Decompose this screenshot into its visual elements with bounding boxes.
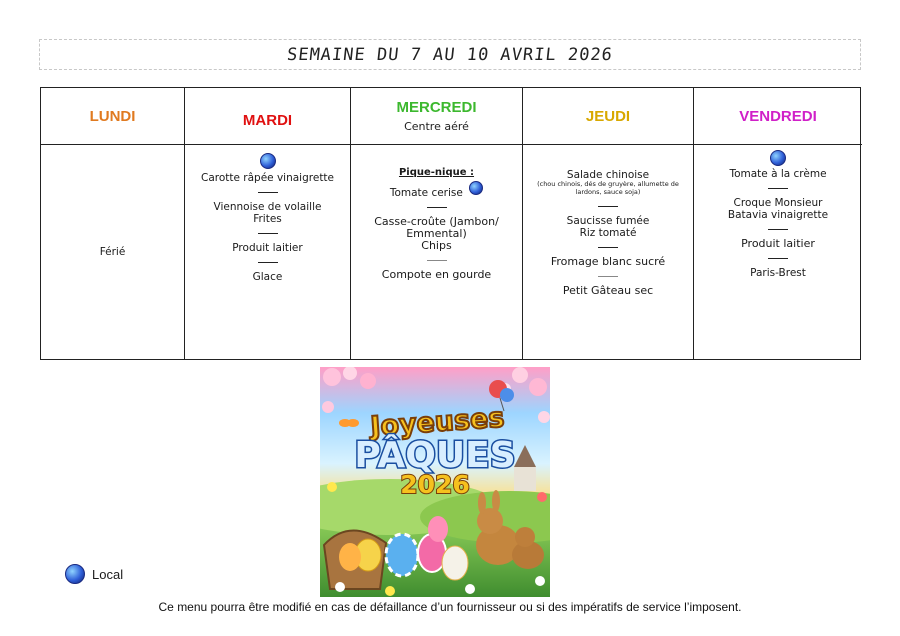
- dish-mercredi-1-row: [390, 187, 483, 199]
- local-badge-icon: [65, 564, 85, 584]
- menu-jeudi: [523, 145, 694, 359]
- header-lundi: [41, 88, 185, 145]
- separator: [427, 207, 447, 208]
- page-title: SEMAINE DU 7 AU 10 AVRIL 2026: [286, 44, 614, 65]
- dish-vendredi-2: Croque Monsieur Batavia vinaigrette: [727, 197, 829, 221]
- dish-mercredi-3: Compote en gourde: [381, 268, 492, 281]
- separator: [598, 247, 618, 248]
- header-vendredi: [694, 88, 862, 145]
- separator: [768, 258, 788, 259]
- legend: [65, 564, 123, 584]
- separator: [427, 260, 447, 261]
- menu-vendredi: [694, 145, 862, 359]
- dish-mardi-2: Viennoise de volaille Frites: [213, 201, 322, 225]
- church-icon: [514, 445, 536, 491]
- dish-vendredi-3: Produit laitier: [741, 237, 815, 250]
- day-name-lundi: LUNDI: [89, 107, 136, 125]
- local-badge-icon: [469, 181, 483, 195]
- separator: [768, 188, 788, 189]
- legend-label: Local: [92, 566, 124, 582]
- poster-line1: Joyeuses: [369, 402, 506, 443]
- dish-mardi-4: Glace: [252, 271, 283, 283]
- day-subtitle-mercredi: Centre aéré: [404, 120, 469, 133]
- day-name-jeudi: JEUDI: [585, 107, 631, 125]
- local-badge-icon: [260, 153, 276, 169]
- day-name-mardi: MARDI: [242, 111, 293, 129]
- easter-illustration: [320, 367, 550, 597]
- dish-mercredi-1: Tomate cerise: [389, 187, 463, 199]
- menu-mercredi: [351, 145, 523, 359]
- separator: [258, 262, 278, 263]
- menu-lundi: [41, 145, 185, 359]
- picnic-heading: Pique-nique :: [398, 167, 475, 178]
- day-name-mercredi: MERCREDI: [396, 99, 477, 116]
- header-mercredi: [351, 88, 523, 145]
- dish-mardi-3: Produit laitier: [232, 242, 303, 254]
- separator: [258, 233, 278, 234]
- title-box: [39, 39, 861, 70]
- butterfly-icon: [339, 419, 359, 427]
- dish-vendredi-4: Paris-Brest: [750, 267, 806, 279]
- header-mardi: [185, 88, 351, 145]
- dish-jeudi-1-detail: (chou chinois, dés de gruyère, allumette de lardons, sauce soja): [537, 180, 679, 196]
- menu-mardi: [185, 145, 351, 359]
- separator: [258, 192, 278, 193]
- dish-jeudi-1: Salade chinoise: [566, 169, 650, 181]
- day-name-vendredi: VENDREDI: [739, 107, 817, 125]
- poster-line3: 2026: [400, 470, 470, 499]
- dish-jeudi-4: Petit Gâteau sec: [562, 284, 654, 297]
- header-jeudi: [523, 88, 694, 145]
- dish-jeudi-2: Saucisse fumée Riz tomaté: [566, 215, 650, 239]
- dish-jeudi-3: Fromage blanc sucré: [550, 255, 666, 268]
- easter-poster: [320, 367, 550, 597]
- poster-line2: PÂQUES: [354, 435, 516, 476]
- menu-table: [40, 87, 861, 360]
- dish-mardi-1: Carotte râpée vinaigrette: [200, 172, 335, 184]
- footer-note: Ce menu pourra être modifié en cas de défaillance d’un fournisseur ou si des impératifs de service l’imposent.: [158, 600, 742, 614]
- dish-lundi-1: Férié: [99, 246, 126, 258]
- dish-vendredi-1: Tomate à la crème: [729, 168, 827, 180]
- separator: [768, 229, 788, 230]
- dish-mercredi-2: Casse-croûte (Jambon/ Emmental) Chips: [374, 215, 499, 252]
- separator: [598, 206, 618, 207]
- separator: [598, 276, 618, 277]
- local-badge-icon: [770, 150, 786, 166]
